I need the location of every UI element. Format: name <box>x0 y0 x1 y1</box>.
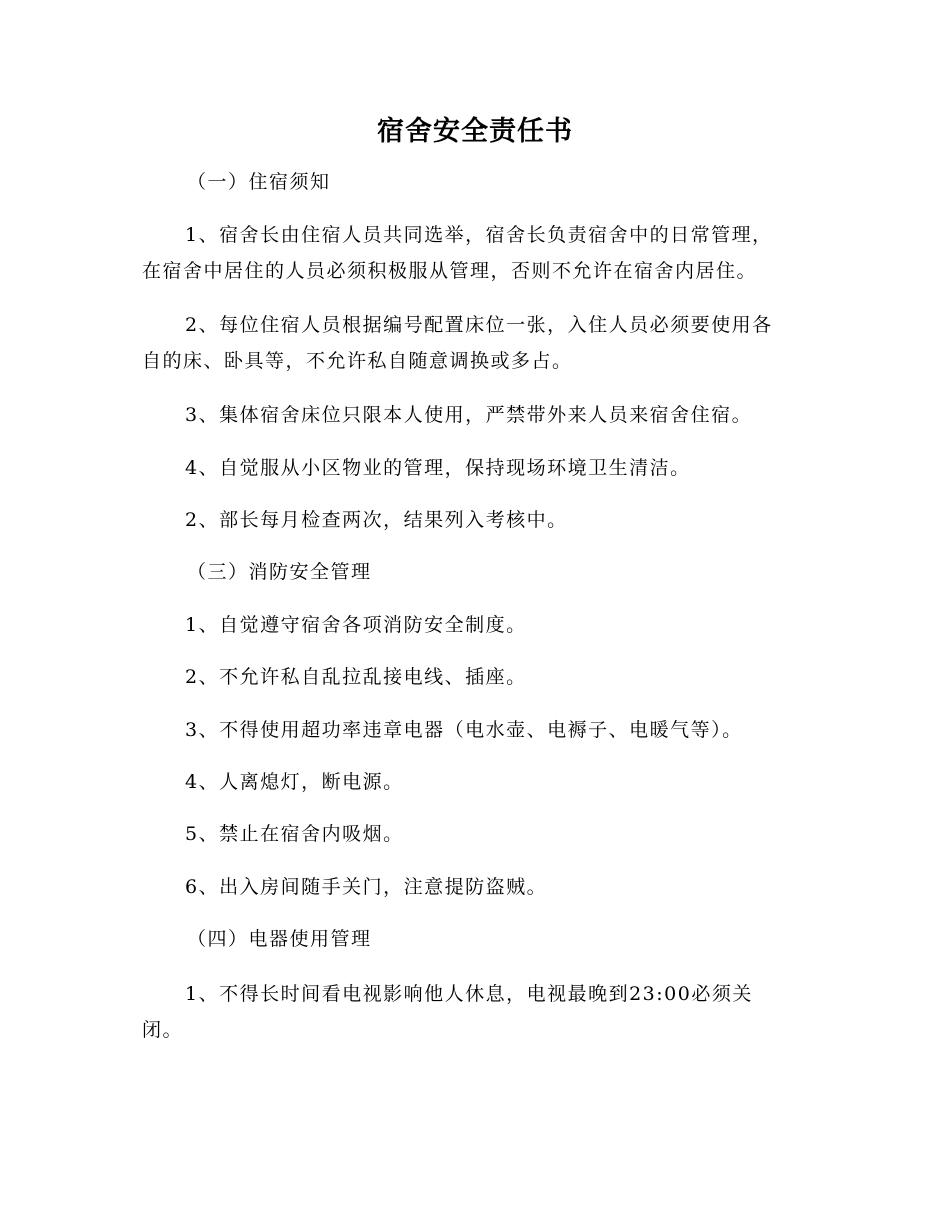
rule-paragraph-line: 5、禁止在宿舍内吸烟。 <box>185 823 404 845</box>
rule-paragraph-line: 闭。 <box>142 1019 184 1041</box>
rule-paragraph-line: 2、每位住宿人员根据编号配置床位一张，入住人员必须要使用各 <box>185 314 773 336</box>
rule-paragraph-line: 1、自觉遵守宿舍各项消防安全制度。 <box>185 614 527 636</box>
rule-paragraph-line: 3、集体宿舍床位只限本人使用，严禁带外来人员来宿舍住宿。 <box>185 404 753 426</box>
rule-paragraph-line: 6、出入房间随手关门，注意提防盗贼。 <box>185 876 548 898</box>
rule-paragraph-line: 自的床、卧具等，不允许私自随意调换或多占。 <box>142 350 573 372</box>
rule-paragraph-line: 4、人离熄灯，断电源。 <box>185 771 404 793</box>
section-heading-accommodation: （一）住宿须知 <box>187 171 331 193</box>
section-heading-fire-safety: （三）消防安全管理 <box>187 561 372 583</box>
section-heading-appliance-use: （四）电器使用管理 <box>187 928 372 950</box>
document-title: 宿舍安全责任书 <box>377 116 573 147</box>
rule-paragraph-line: 在宿舍中居住的人员必须积极服从管理，否则不允许在宿舍内居住。 <box>142 260 758 282</box>
rule-paragraph-line: 4、自觉服从小区物业的管理，保持现场环境卫生清洁。 <box>185 457 691 479</box>
rule-paragraph-line: 2、部长每月检查两次，结果列入考核中。 <box>185 509 568 531</box>
rule-paragraph-line: 3、不得使用超功率违章电器（电水壶、电褥子、电暖气等）。 <box>185 719 743 741</box>
rule-paragraph-line: 1、不得长时间看电视影响他人休息，电视最晚到23:00必须关 <box>185 983 753 1005</box>
rule-paragraph-line: 2、不允许私自乱拉乱接电线、插座。 <box>185 666 527 688</box>
rule-paragraph-line: 1、宿舍长由住宿人员共同选举，宿舍长负责宿舍中的日常管理， <box>185 224 773 246</box>
